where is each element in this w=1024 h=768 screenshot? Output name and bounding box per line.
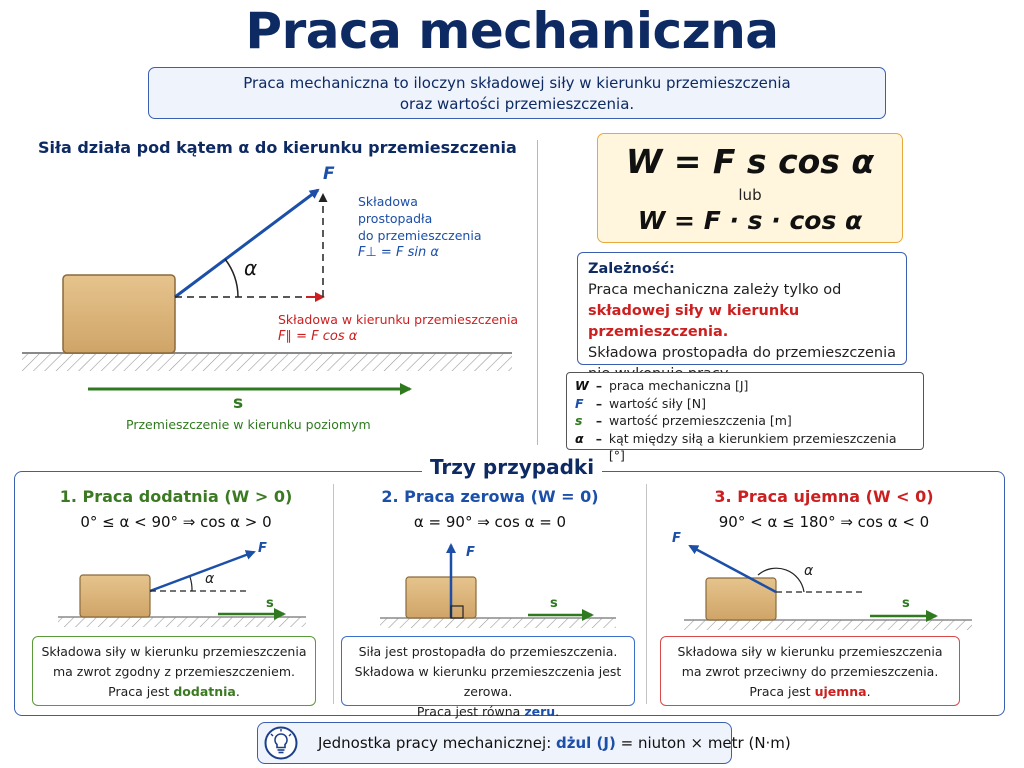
case-1-description: Składowa siły w kierunku przemieszczenia ma zwrot zgodny z przemieszczeniem. Praca jest dodatnia. [32, 636, 316, 706]
legend-symbol: F [575, 395, 584, 411]
case-2-description: Siła jest prostopadła do przemieszczenia. Składowa w kierunku przemieszczenia jest zerowa. Praca jest równa zeru. [341, 636, 635, 706]
dependency-text-2: Składowa prostopadła do przemieszczenia [588, 345, 897, 361]
parallel-formula: F∥ = F cos α [278, 329, 358, 344]
perpendicular-caption: Składowa prostopadła do przemieszczenia F⊥ = F sin α [358, 194, 482, 260]
case-1-block [80, 575, 150, 617]
ground [22, 353, 512, 371]
case-2-force-label: F [466, 545, 475, 560]
case-1-angle-arc [190, 577, 192, 591]
case-2-condition: α = 90° ⇒ cos α = 0 [413, 513, 567, 531]
case-1-force-arrow [150, 552, 254, 591]
dependency-box [577, 252, 907, 365]
legend-text: wartość przemieszczenia [m] [609, 413, 792, 428]
formula-main: W = F s cos α [625, 142, 875, 181]
perpendicular-formula: F⊥ = F sin α [358, 245, 439, 260]
cases-title: Trzy przypadki [422, 455, 602, 479]
parallel-caption: Składowa w kierunku przemieszczenia [278, 312, 519, 327]
case-2-heading: 2. Praca zerowa (W = 0) [381, 487, 599, 506]
unit-text: Jednostka pracy mechanicznej: dżul (J) = niuton × metr (N·m) [318, 734, 791, 752]
legend-text: kąt między siłą a kierunkiem przemieszczenia [°] [608, 430, 897, 463]
case-3-s-label: s [902, 596, 910, 611]
dependency-text-1: Praca mechaniczna zależy tylko od składowej siły w kierunku przemieszczenia. [588, 282, 842, 340]
vertical-divider [537, 140, 538, 445]
force-arrow [175, 190, 318, 297]
case-3-force-label: F [672, 531, 681, 546]
case-2-block [406, 577, 476, 618]
case-3-condition: 90° < α ≤ 180° ⇒ cos α < 0 [718, 513, 930, 531]
legend-symbol: α [575, 430, 584, 446]
unit-highlight: dżul (J) [556, 734, 616, 752]
lightbulb-icon [264, 726, 298, 760]
legend-row: α – kąt między siłą a kierunkiem przemieszczenia [°] [575, 430, 915, 465]
displacement-caption: Przemieszczenie w kierunku poziomym [126, 417, 371, 432]
case-3-heading: 3. Praca ujemna (W < 0) [714, 487, 934, 506]
legend-row: s – wartość przemieszczenia [m] [575, 413, 792, 428]
formula-box [597, 133, 903, 243]
case-1-heading: 1. Praca dodatnia (W > 0) [59, 487, 293, 506]
legend-row: W – praca mechaniczna [J] [575, 378, 749, 393]
case-3-description: Składowa siły w kierunku przemieszczenia ma zwrot przeciwny do przemieszczenia. Praca jest ujemna. [660, 636, 960, 706]
dependency-heading: Zależność: [588, 261, 675, 277]
case-3-diagram [648, 530, 1000, 635]
case-2-diagram [334, 535, 646, 635]
page-title: Praca mechaniczna [245, 2, 779, 60]
case-1-s-label: s [266, 596, 274, 611]
angle-arc [225, 259, 238, 297]
legend-row: F – wartość siły [N] [575, 395, 706, 411]
symbol-legend [566, 372, 924, 463]
case-3-block [706, 578, 776, 620]
case-2-s-label: s [550, 596, 558, 611]
case-1-condition: 0° ≤ α < 90° ⇒ cos α > 0 [80, 513, 272, 531]
legend-symbol: W [575, 378, 589, 393]
displacement-label: s [233, 393, 244, 413]
case-1-angle-label: α [205, 571, 215, 587]
definition-line-1: Praca mechaniczna to iloczyn składowej siły w kierunku przemieszczenia [243, 74, 791, 92]
definition-box [148, 67, 886, 119]
case-3-angle-label: α [804, 563, 814, 579]
legend-text: wartość siły [N] [609, 395, 706, 411]
legend-text: praca mechaniczna [J] [609, 378, 749, 393]
case-1-force-label: F [258, 541, 267, 556]
case-divider [646, 484, 647, 704]
force-label: F [323, 164, 335, 184]
formula-alt: W = F · s · cos α [637, 206, 863, 235]
angle-label: α [244, 256, 258, 280]
formula-or: lub [738, 186, 762, 204]
definition-line-2: oraz wartości przemieszczenia. [399, 95, 635, 113]
case-1-diagram [20, 535, 332, 635]
legend-symbol: s [575, 413, 583, 428]
unit-box [257, 722, 791, 764]
diagram-heading: Siła działa pod kątem α do kierunku przemieszczenia [38, 138, 517, 157]
block [63, 275, 175, 353]
dependency-highlight: składowej siły w kierunku przemieszczenia [588, 303, 800, 340]
